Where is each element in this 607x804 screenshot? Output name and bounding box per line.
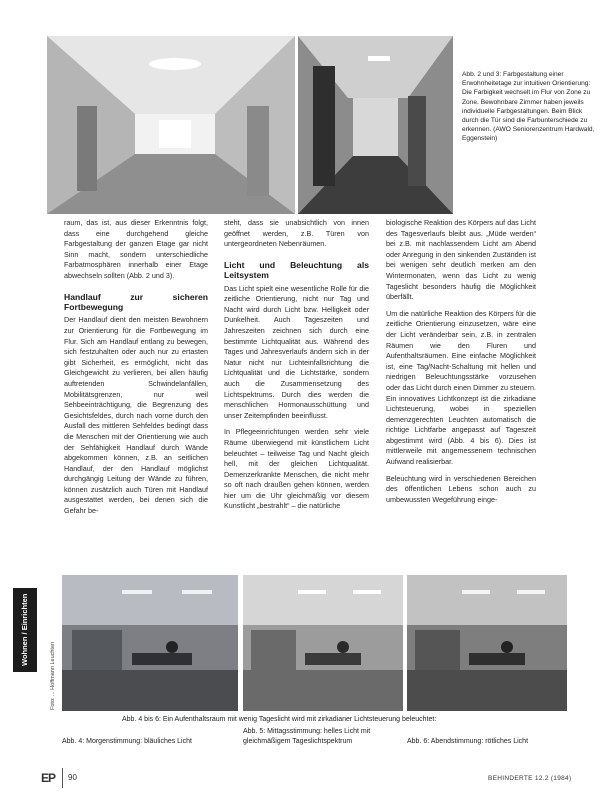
figure-caption-main: Abb. 4 bis 6: Ein Aufenthaltsraum mit wenig Tageslicht wird mit zirkadianer Lichtsteuerung beleuchtet:: [122, 716, 437, 723]
corridor-photo-right: [298, 36, 453, 214]
section-side-tab: Wohnen / Einrichten: [13, 588, 37, 672]
text-column-2: [224, 218, 369, 512]
col3-p2: Um die natürliche Reaktion des Körpers für die zeitliche Orientierung einzusetzen, wäre eine der Licht veränderbar sein, z.B. in zentralen Räumen wie den Fluren und Aufenthaltsräumen. Eine einfache Möglichkeit ist, eine Tag/Nacht-Schaltung mit hellen und niedrigen Beleuchtungsstärke vorzusehen oder das Licht durch einen Dimmer zu steuern. Ein innovatives Lichtkonzept ist die zirkadiane Lichtsteuerung, wobei in speziellen demenzgerechten Leuchten automatisch die richtige Lichtfarbe angepasst auf Tageszeit abgestimmt wird (Abb. 4 bis 6). Dies ist mittlerweile mit angemessenem technischen Aufwand realisierbar.: [386, 308, 536, 467]
figure-caption-midday: Abb. 5: Mittagsstimmung: helles Licht mit gleichmäßigem Tageslichtspektrum: [243, 728, 371, 745]
room-photo-midday: [243, 575, 403, 711]
corridor-photo-left: [47, 36, 295, 214]
text-column-1: [64, 218, 208, 517]
page-number: 90: [68, 773, 77, 782]
room-photo-evening: [407, 575, 567, 711]
figure-caption-morning: Abb. 4: Morgenstimmung: bläuliches Licht: [62, 738, 192, 745]
figure-caption-evening: Abb. 6: Abendstimmung: rötliches Licht: [407, 738, 529, 745]
col2-p2: In Pflegeeinrichtungen werden sehr viele Räume überwiegend mit künstlichem Licht beleuchtet – teilweise Tag und Nacht gleich hell, mit der gleichen Lichtqualität. Demenzerkrankte Menschen, die nicht mehr so oft nach draußen gehen können, werden hier um die Uhr gleichmäßig vor diesem Kunstlicht „bestrahlt“ – die natürliche: [224, 427, 369, 511]
text-column-3: [386, 218, 536, 505]
publisher-logo: EP: [41, 771, 56, 785]
journal-footer: BEHINDERTE 12.2 (1984): [488, 775, 572, 782]
col3-p3: Beleuchtung wird in verschiedenen Bereichen des öffentlichen Lebens schon auch zu umbewussten Wegeführung einge-: [386, 473, 536, 504]
col2-p1: Das Licht spielt eine wesentliche Rolle für die zeitliche Orientierung, nicht nur Tag und Nacht wird durch Licht bzw. Helligkeit oder Dunkelheit. Auch Tageszeiten und Jahreszeiten zeichnen sich durch eine bestimmte Lichtqualität aus. Während des Tages und Jahresverlaufs ändern sich in der Natur nicht nur Lichteinfallsrichtung die Lichtqualität und die Lichtstärke, sondern auch die Zusammensetzung des Lichtspektrums. Durch dies werden die menschlichen Hormonausschüttung und unser Zeitempfinden beeinflusst.: [224, 283, 369, 420]
heading-handlauf: Handlauf zur sicheren Fortbewegung: [64, 291, 208, 312]
col3-p1: biologische Reaktion des Körpers auf das Licht des Tagesverlaufs bleibt aus. „Müde werden“ bei z.B. mit nachlassendem Licht am Abend oder Anregung in den sinkenden Zuständen ist bei wenigen sehr deutlich merken am den Wintermonaten, wenn das Licht zu wenig Tageslicht besonders häufig die Möglichkeit überfällt.: [386, 218, 536, 302]
col1-intro: raum, das ist, aus dieser Erkenntnis folgt, dass eine durchgehend gleiche Farbgestaltung der ganzen Etage gar nicht Sinn macht, sondern unterschiedliche Farbatmosphären innerhalb einer Etage abwechseln sollten (Abb. 2 und 3).: [64, 218, 208, 280]
col1-body: Der Handlauf dient den meisten Bewohnern zur Orientierung für die Fortbewegung im Flur. Sich am Handlauf entlang zu bewegen, sich festzuhalten oder auch nur zu ertasten gibt Sicherheit, es ermöglicht, nicht das Gleichgewicht zu verlieren, bei allen häufig auftretenden Schwindelanfällen, Mobilitätsgrenzen, nur weil Sehbeeinträchtigung, die Begrenzung des Gesichtsfeldes, durch nach vorne durch den Ausfall des mittleren Sehfeldes bedingt dass die Menschen mit der Orientierung wie auch der Sehfähigkeit Handlauf durch Wände abgekommen können, z.B. an seitlichen Handlauf, der den Handlauf möglichst durchgängig Leitung der Wände zu führen, können zusätzlich auch Türen mit Handlauf ausgestattet werden, bei denen sich die Gefahr be-: [64, 315, 208, 516]
photo-credit: Foto: ... Hoffmann Leuchten: [50, 641, 56, 710]
footer-divider: [62, 768, 63, 788]
top-caption: Abb. 2 und 3: Farbgestaltung einer Erwohnheitetage zur intuitiven Orientierung: Die Farbigkeit wechselt im Flur von Zone zu Zone. Bewohnbare Zimmer haben jeweils individuelle Farbgestaltungen. Beim Blick durch die Tür sind die Farbunterschiede zu erkennen. (AWO Seniorenzentrum Hardwald, Eggenstein): [462, 71, 595, 143]
heading-licht: Licht und Beleuchtung als Leitsystem: [224, 259, 369, 281]
room-photo-morning: [62, 575, 238, 711]
col2-intro: steht, dass sie unabsichtlich von innen geöffnet werden, z.B. Türen von untergeordneten Nebenräumen.: [224, 218, 369, 249]
